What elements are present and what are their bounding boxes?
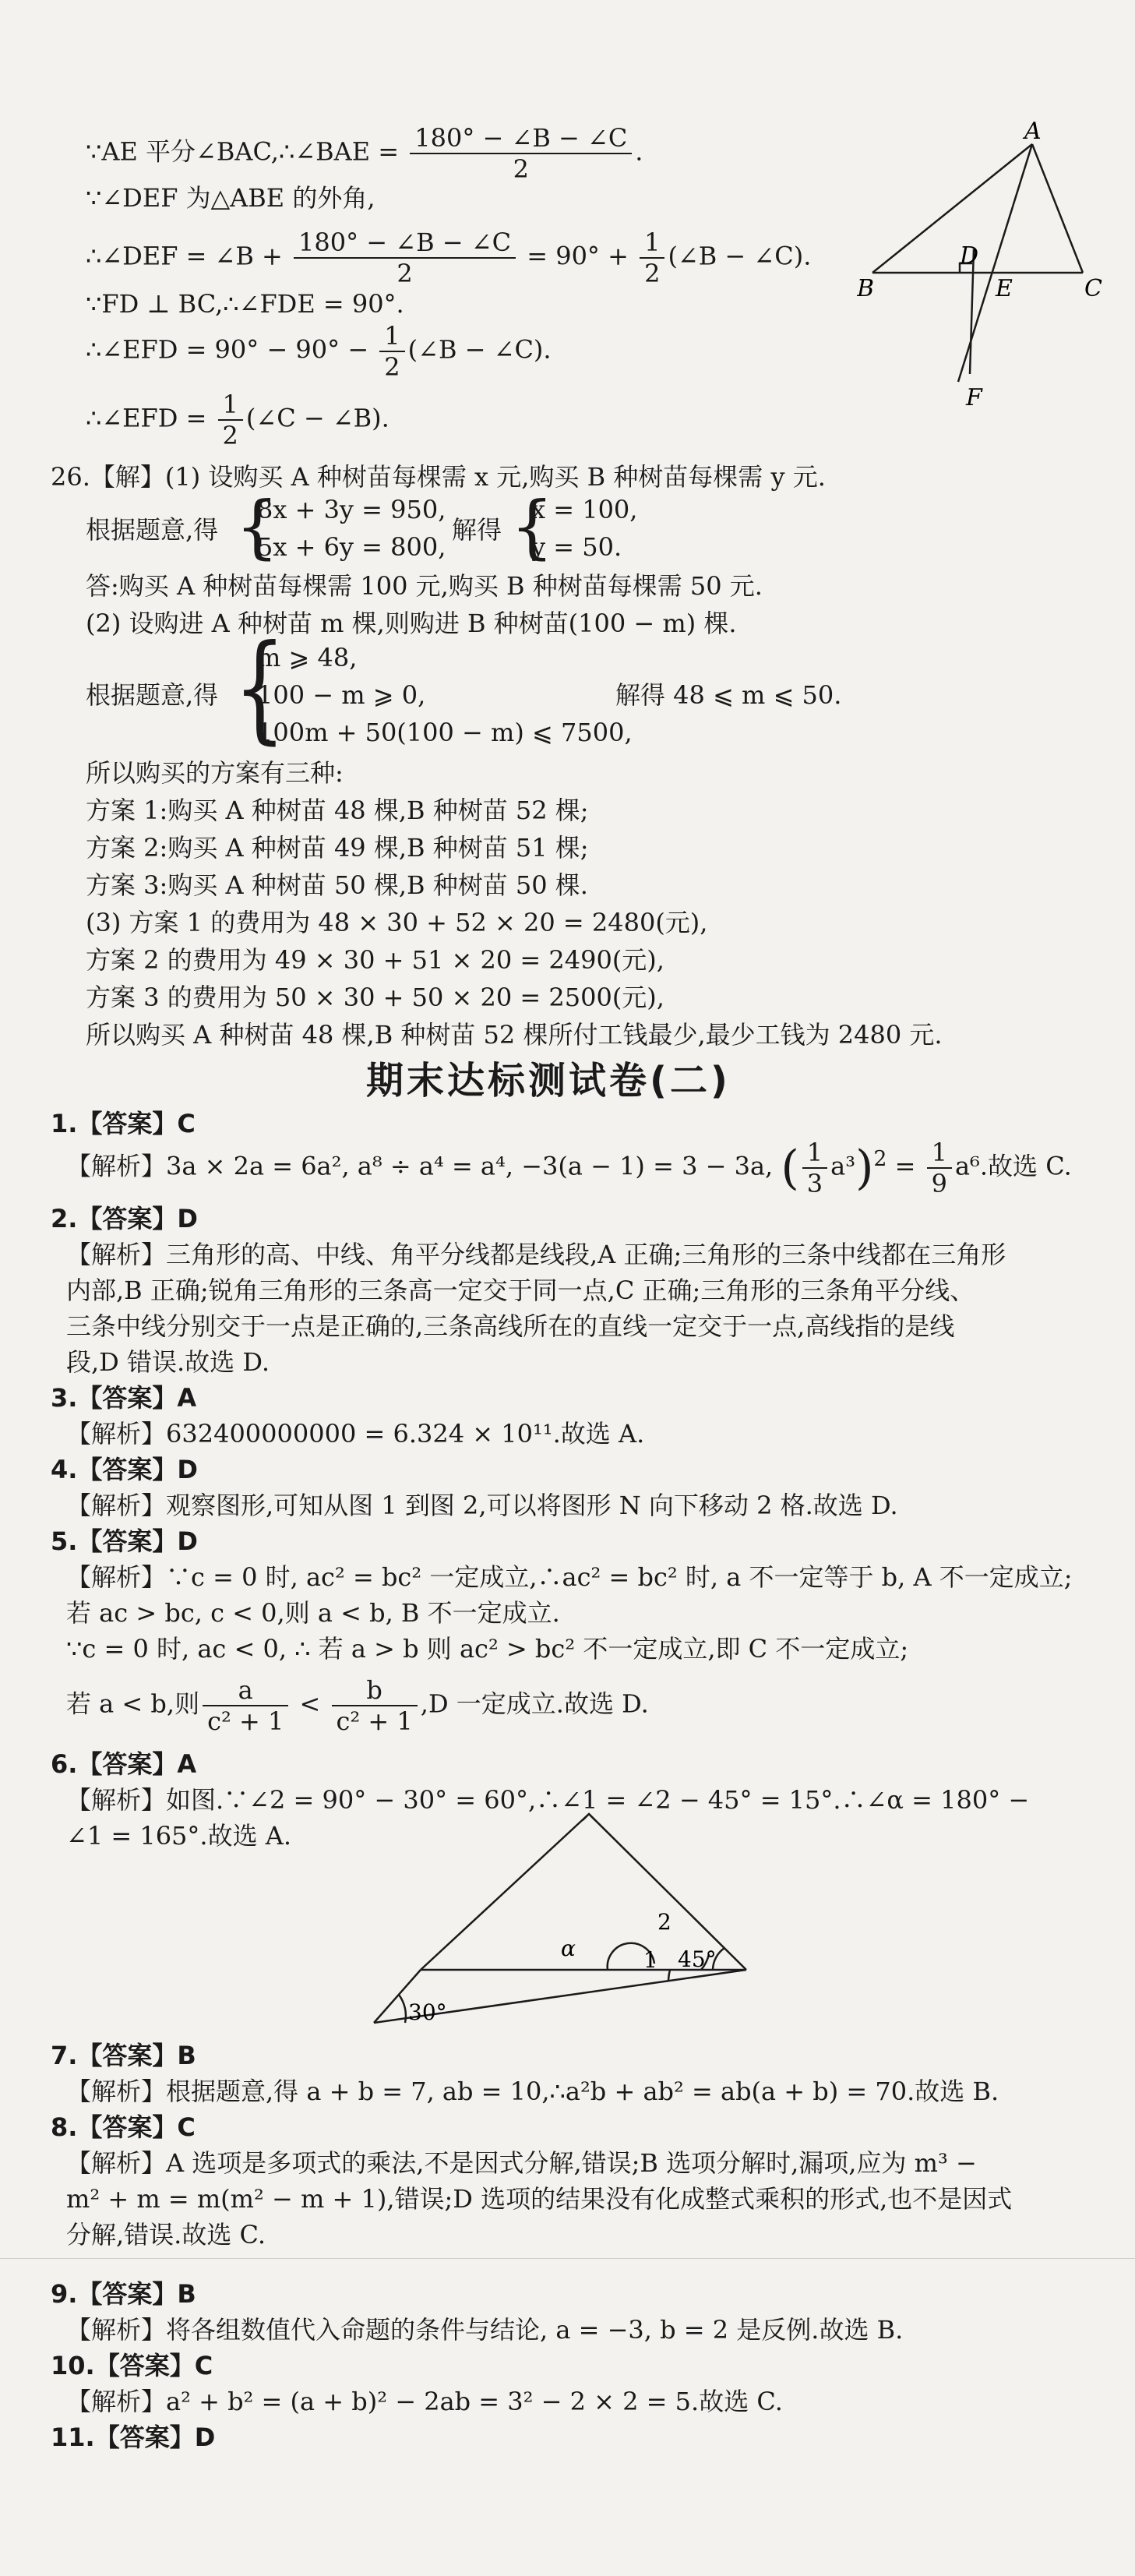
q26-plan1: 方案 1:购买 A 种树苗 48 棵,B 种树苗 52 棵; <box>86 796 589 825</box>
proof-line-6: ∴∠EFD = $\frac{1}{2}$ (∠C − ∠B). <box>86 390 389 450</box>
answer-8: 8.【答案】C <box>51 2112 196 2142</box>
q26-conclusion: 所以购买 A 种树苗 48 棵,B 种树苗 52 棵所付工钱最少,最少工钱为 2480 元. <box>86 1020 943 1050</box>
q26-eq1: 8x + 3y = 950, <box>257 495 446 524</box>
q26-system1-label: 根据题意,得 <box>86 515 219 545</box>
fraction: $\frac{180^\circ - \angle B - \angle C}{2}$ <box>410 123 632 184</box>
explanation-5-line-3: ∵c = 0 时, ac < 0, ∴ 若 a > b 则 ac² > bc² 不一定成立,即 C 不一定成立; <box>66 1634 909 1664</box>
q26-sol2: y = 50. <box>531 532 622 562</box>
proof-line-1: ∵AE 平分∠BAC,∴∠BAE = $\frac{180^\circ - \angle B - \angle C}{2}$ . <box>86 123 643 184</box>
answer-5: 5.【答案】D <box>51 1526 198 1556</box>
explanation-4: 【解析】观察图形,可知从图 1 到图 2,可以将图形 N 向下移动 2 格.故选 D. <box>66 1491 898 1520</box>
q26-part2: (2) 设购进 A 种树苗 m 棵,则购进 B 种树苗(100 − m) 棵. <box>86 609 737 638</box>
q26-sol1: x = 100, <box>531 495 638 524</box>
explanation-10: 【解析】a² + b² = (a + b)² − 2ab = 3² − 2 × 2 = 5.故选 C. <box>66 2387 783 2416</box>
section-title: 期末达标测试卷(二) <box>366 1059 731 1103</box>
brace: { <box>510 486 554 566</box>
fraction: $\frac{1}{9}$ <box>927 1138 952 1198</box>
proof-line-5: ∴∠EFD = 90° − 90° − $\frac{1}{2}$ (∠B − ∠C). <box>86 321 552 382</box>
answer-6: 6.【答案】A <box>51 1749 197 1779</box>
explanation-2-line-3: 三条中线分别交于一点是正确的,三条高线所在的直线一定交于一点,高线指的是线 <box>66 1311 955 1341</box>
proof-line-2: ∵∠DEF 为△ABE 的外角, <box>86 183 375 213</box>
fraction: $\frac{a}{\text{c² + 1}}$ <box>203 1675 288 1736</box>
answer-11: 11.【答案】D <box>51 2422 216 2452</box>
fraction: $\frac{1}{2}$ <box>379 321 404 382</box>
explanation-6-line-1: 【解析】如图.∵∠2 = 90° − 30° = 60°,∴∠1 = ∠2 − 45° = 15°.∴∠α = 180° − <box>66 1785 1030 1815</box>
q26-cost1: (3) 方案 1 的费用为 48 × 30 + 52 × 20 = 2480(元), <box>86 908 708 937</box>
explanation-5-line-1: 【解析】∵c = 0 时, ac² = bc² 一定成立,∴ac² = bc² 时, a 不一定等于 b, A 不一定成立; <box>66 1562 1073 1592</box>
explanation-1: 【解析】3a × 2a = 6a², a⁸ ÷ a⁴ = a⁴, −3(a − 1) = 3 − 3a, ( $\frac{1}{3}$ a³)$^2$ = $\frac{1}{9}$ a⁶.故选 C. <box>66 1138 1072 1198</box>
fraction: $\frac{1}{2}$ <box>640 228 664 288</box>
explanation-2-line-2: 内部,B 正确;锐角三角形的三条高一定交于同一点,C 正确;三角形的三条角平分线、 <box>66 1276 975 1305</box>
label-b: B <box>857 275 875 302</box>
brace: { <box>234 620 286 756</box>
explanation-3: 【解析】632400000000 = 6.324 × 10¹¹.故选 A. <box>66 1419 645 1449</box>
angle-triangle-figure <box>358 1800 763 2034</box>
explanation-5-line-2: 若 ac > bc, c < 0,则 a < b, B 不一定成立. <box>66 1598 560 1628</box>
q26-cost2: 方案 2 的费用为 49 × 30 + 51 × 20 = 2490(元), <box>86 945 664 975</box>
proof-line-3: ∴∠DEF = ∠B + $\frac{180^\circ - \angle B - \angle C}{2}$ = 90° + $\frac{1}{2}$ (∠B − ∠C). <box>86 228 812 288</box>
label-f: F <box>966 384 982 411</box>
answer-4: 4.【答案】D <box>51 1455 198 1484</box>
explanation-6-line-2: ∠1 = 165°.故选 A. <box>66 1821 292 1851</box>
label-a: A <box>1024 118 1042 145</box>
label-30-degrees: 30° <box>408 1999 447 2025</box>
q26-ineq-solution: 解得 48 ⩽ m ⩽ 50. <box>615 680 842 710</box>
answer-10: 10.【答案】C <box>51 2351 213 2380</box>
answer-1: 1.【答案】C <box>51 1109 196 1138</box>
answer-3: 3.【答案】A <box>51 1383 197 1413</box>
explanation-9: 【解析】将各组数值代入命题的条件与结论, a = −3, b = 2 是反例.故选 B. <box>66 2315 904 2345</box>
label-45-degrees: 45° <box>678 1946 717 1972</box>
fraction: $\frac{b}{\text{c² + 1}}$ <box>332 1675 418 1736</box>
fraction: $\frac{180^\circ - \angle B - \angle C}{2}$ <box>294 228 516 288</box>
q26-ineq1: m ⩾ 48, <box>257 643 358 672</box>
q26-eq2: 5x + 6y = 800, <box>257 532 446 562</box>
explanation-8-line-2: m² + m = m(m² − m + 1),错误;D 选项的结果没有化成整式乘积的形式,也不是因式 <box>66 2184 1013 2214</box>
explanation-2-line-1: 【解析】三角形的高、中线、角平分线都是线段,A 正确;三角形的三条中线都在三角形 <box>66 1240 1006 1269</box>
q26-solve-label: 解得 <box>452 515 502 545</box>
label-c: C <box>1084 275 1102 302</box>
label-alpha: α <box>561 1936 576 1961</box>
q26-head: 26.【解】(1) 设购买 A 种树苗每棵需 x 元,购买 B 种树苗每棵需 y 元. <box>51 462 826 492</box>
label-e: E <box>996 275 1013 302</box>
explanation-2-line-4: 段,D 错误.故选 D. <box>66 1347 270 1377</box>
q26-cost3: 方案 3 的费用为 50 × 30 + 50 × 20 = 2500(元), <box>86 983 664 1012</box>
explanation-5-line-4: 若 a < b,则 $\frac{a}{\text{c² + 1}}$ < $\frac{b}{\text{c² + 1}}$ ,D 一定成立.故选 D. <box>66 1675 649 1736</box>
q26-system2-label: 根据题意,得 <box>86 680 219 710</box>
answer-2: 2.【答案】D <box>51 1204 198 1233</box>
answer-7: 7.【答案】B <box>51 2041 196 2070</box>
scan-line <box>0 2258 1135 2259</box>
triangle-abc-figure <box>857 109 1114 421</box>
q26-plans-intro: 所以购买的方案有三种: <box>86 758 344 788</box>
label-d: D <box>960 242 979 270</box>
q26-plan3: 方案 3:购买 A 种树苗 50 棵,B 种树苗 50 棵. <box>86 870 588 900</box>
label-angle-2: 2 <box>657 1909 671 1935</box>
explanation-8-line-1: 【解析】A 选项是多项式的乘法,不是因式分解,错误;B 选项分解时,漏项,应为 m³ − <box>66 2148 977 2178</box>
q26-answer1: 答:购买 A 种树苗每棵需 100 元,购买 B 种树苗每棵需 50 元. <box>86 571 763 601</box>
q26-ineq3: 100m + 50(100 − m) ⩽ 7500, <box>257 718 633 747</box>
fraction: $\frac{1}{2}$ <box>218 390 243 450</box>
label-angle-1: 1 <box>643 1947 657 1973</box>
q26-ineq2: 100 − m ⩾ 0, <box>257 680 426 710</box>
answer-9: 9.【答案】B <box>51 2279 196 2309</box>
explanation-7: 【解析】根据题意,得 a + b = 7, ab = 10,∴a²b + ab² = ab(a + b) = 70.故选 B. <box>66 2077 999 2106</box>
explanation-8-line-3: 分解,错误.故选 C. <box>66 2220 266 2250</box>
fraction: $\frac{1}{3}$ <box>802 1138 827 1198</box>
brace: { <box>235 486 279 566</box>
proof-line-4: ∵FD ⊥ BC,∴∠FDE = 90°. <box>86 289 404 319</box>
q26-plan2: 方案 2:购买 A 种树苗 49 棵,B 种树苗 51 棵; <box>86 833 589 863</box>
